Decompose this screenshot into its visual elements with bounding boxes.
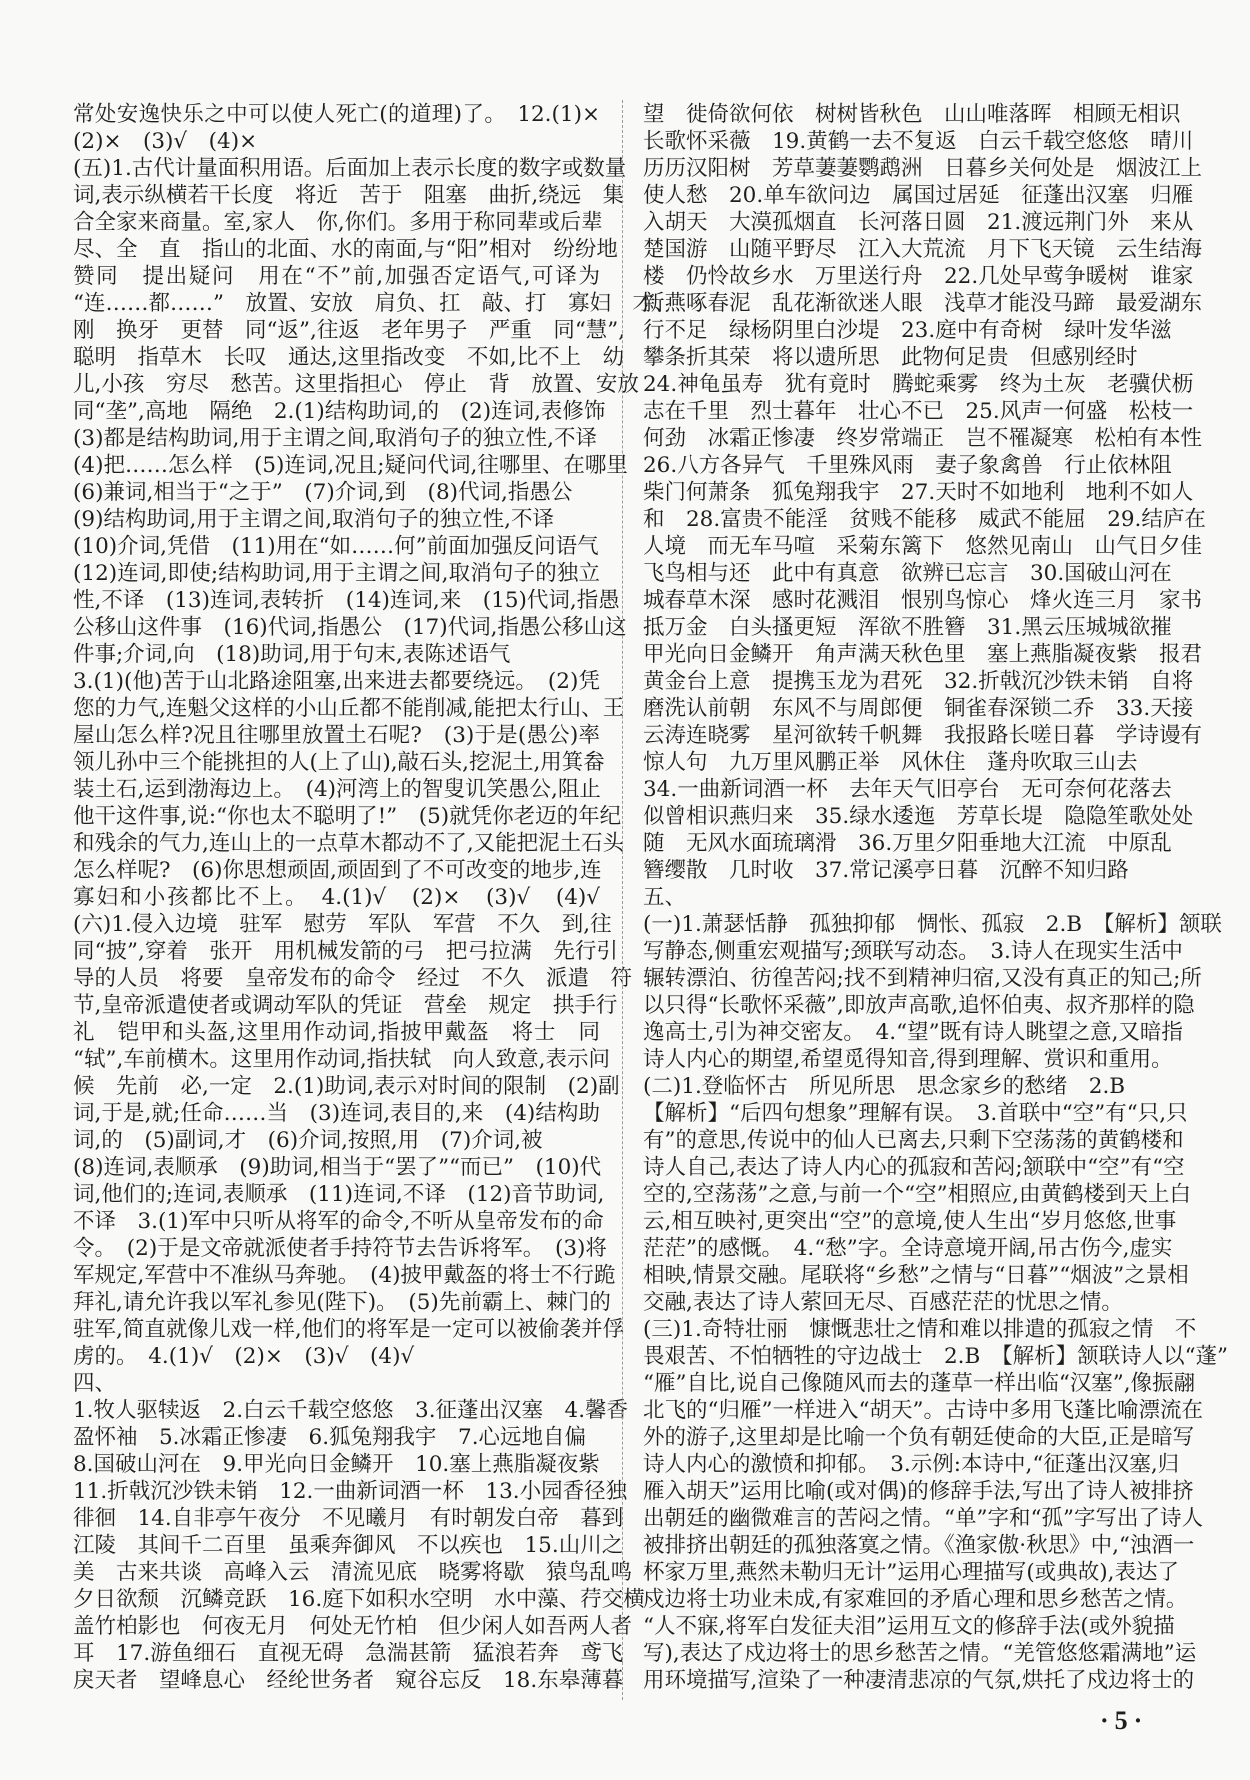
text-line: 寡妇和小孩都比不上。 4.(1)√ (2)× (3)√ (4)√ xyxy=(73,885,600,910)
text-line: 楼 仍怜故乡水 万里送行舟 22.几处早莺争暖树 谁家 xyxy=(643,264,1194,289)
text-line: 有”的意思,传说中的仙人已离去,只剩下空荡荡的黄鹤楼和 xyxy=(643,1128,1184,1153)
text-line: 交融,表达了诗人萦回无尽、百感茫茫的忧思之情。 xyxy=(643,1290,1123,1315)
text-line: 云涛连晓雾 星河欲转千帆舞 我报路长嗟日暮 学诗谩有 xyxy=(643,723,1203,748)
text-line: 茫茫”的感慨。 4.“愁”字。全诗意境开阔,吊古伤今,虚实 xyxy=(643,1236,1173,1261)
text-line: 以只得“长歌怀采薇”,即放声高歌,追怀伯夷、叔齐那样的隐 xyxy=(643,993,1195,1018)
text-line: 词,他们的;连词,表顺承 (11)连词,不译 (12)音节助词, xyxy=(73,1182,605,1207)
text-line: 耳 17.游鱼细石 直视无碍 急湍甚箭 猛浪若奔 鸢飞 xyxy=(73,1641,624,1666)
text-line: 26.八方各异气 千里殊风雨 妻子象禽兽 行止依林阻 xyxy=(643,453,1172,478)
page-number: ·5· xyxy=(1100,1706,1149,1735)
text-line: (4)把……怎么样 (5)连词,况且;疑问代词,往哪里、在哪里 xyxy=(73,453,628,478)
text-line: 盈怀袖 5.冰霜正惨凄 6.狐兔翔我宇 7.心远地自偏 xyxy=(73,1425,587,1450)
text-line: 屋山怎么样?况且往哪里放置土石呢? (3)于是(愚公)率 xyxy=(73,723,600,748)
text-line: 磨洗认前朝 东风不与周郎便 铜雀春深锁二乔 33.天接 xyxy=(643,696,1194,721)
text-line: (三)1.奇特壮丽 慷慨悲壮之情和难以排遣的孤寂之情 不 xyxy=(643,1317,1197,1342)
text-line: 杯家万里,燕然未勒归无计”运用心理描写(或典故),表达了 xyxy=(643,1560,1179,1585)
text-line: 节,皇帝派遣使者或调动军队的凭证 营垒 规定 拱手行 xyxy=(73,993,618,1018)
text-line: 攀条折其荣 将以遗所思 此物何足贵 但感别经时 xyxy=(643,345,1138,370)
text-line: 军规定,军营中不准纵马奔驰。 (4)披甲戴盔的将士不行跪 xyxy=(73,1263,616,1288)
text-line: 柴门何萧条 狐兔翔我宇 27.天时不如地利 地利不如人 xyxy=(643,480,1194,505)
text-line: (2)× (3)√ (4)× xyxy=(73,129,258,154)
text-line: 城春草木深 感时花溅泪 恨别鸟惊心 烽火连三月 家书 xyxy=(643,588,1203,613)
left-column xyxy=(73,101,676,1694)
text-line: 五、 xyxy=(643,885,687,910)
text-line: (二)1.登临怀古 所见所思 思念家乡的愁绪 2.B xyxy=(643,1074,1126,1099)
right-column xyxy=(643,101,1229,1694)
text-line: 件事;介词,向 (18)助词,用于句末,表陈述语气 xyxy=(73,642,511,667)
text-line: 拜礼,请允许我以军礼参见(陛下)。 (5)先前霸上、棘门的 xyxy=(73,1290,611,1315)
text-line: 尽、全 直 指山的北面、水的南面,与“阳”相对 纷纷地 xyxy=(73,237,618,262)
text-line: 和 28.富贵不能淫 贫贱不能移 威武不能屈 29.结庐在 xyxy=(643,507,1206,532)
text-line: “人不寐,将军白发征夫泪”运用互文的修辞手法(或外貌描 xyxy=(643,1614,1175,1639)
text-line: 导的人员 将要 皇帝发布的命令 经过 不久 派遣 符 xyxy=(73,966,633,991)
text-line: 空的,空荡荡”之意,与前一个“空”相照应,由黄鹤楼到天上白 xyxy=(643,1182,1191,1207)
text-line: 您的力气,连魁父这样的小山丘都不能削减,能把太行山、王 xyxy=(73,696,625,721)
text-line: 徘徊 14.自非亭午夜分 不见曦月 有时朝发白帝 暮到 xyxy=(73,1506,624,1531)
text-line: 常处安逸快乐之中可以使人死亡(的道理)了。 12.(1)× xyxy=(73,102,600,127)
text-line: 合全家来商量。室,家人 你,你们。多用于称同辈或后辈 xyxy=(73,210,603,235)
text-line: (五)1.古代计量面积用语。后面加上表示长度的数字或数量 xyxy=(73,156,627,181)
text-line: 江陵 其间千二百里 虽乘奔御风 不以疾也 15.山川之 xyxy=(73,1533,624,1558)
text-line: 刚 换牙 更替 同“返”,往返 老年男子 严重 同“慧”, xyxy=(73,318,626,343)
text-line: 3.(1)(他)苦于山北路途阻塞,出来进去都要绕远。 (2)凭 xyxy=(73,669,600,694)
column-divider xyxy=(622,100,623,1700)
text-line: 似曾相识燕归来 35.绿水逶迤 芳草长堤 隐隐笙歌处处 xyxy=(643,804,1194,829)
text-line: 候 先前 必,一定 2.(1)助词,表示对时间的限制 (2)副 xyxy=(73,1074,620,1099)
text-line: “雁”自比,说自己像随风而去的蓬草一样出临“汉塞”,像振翮 xyxy=(643,1371,1196,1396)
text-line: 装土石,运到渤海边上。 (4)河湾上的智叟讥笑愚公,阻止 xyxy=(73,777,601,802)
text-line: 被排挤出朝廷的孤独落寞之情。《渔家傲·秋思》中,“浊酒一 xyxy=(643,1533,1195,1558)
text-line: 长歌怀采薇 19.黄鹤一去不复返 白云千载空悠悠 晴川 xyxy=(643,129,1194,154)
text-line: 【解析】“后四句想象”理解有误。 3.首联中“空”有“只,只 xyxy=(643,1101,1188,1126)
text-line: 和残余的气力,连山上的一点草木都动不了,又能把泥土石头 xyxy=(73,831,625,856)
text-line: 诗人自己,表达了诗人内心的孤寂和苦闷;颔联中“空”有“空 xyxy=(643,1155,1185,1180)
text-line: 同“垄”,高地 隔绝 2.(1)结构助词,的 (2)连词,表修饰 xyxy=(73,399,606,424)
text-line: 惊人句 九万里风鹏正举 风休住 蓬舟吹取三山去 xyxy=(643,750,1138,775)
text-line: 志在千里 烈士暮年 壮心不已 25.风声一何盛 松枝一 xyxy=(643,399,1194,424)
text-line: 公移山这件事 (16)代词,指愚公 (17)代词,指愚公移山这 xyxy=(73,615,627,640)
text-line: 他干这件事,说:“你也太不聪明了!” (5)就凭你老迈的年纪 xyxy=(73,804,622,829)
text-line: 夕日欲颓 沉鳞竞跃 16.庭下如积水空明 水中藻、荇交横 xyxy=(73,1587,645,1612)
text-line: 不译 3.(1)军中只听从将军的命令,不听从皇帝发布的命 xyxy=(73,1209,604,1234)
text-line: 外的游子,这里却是比喻一个负有朝廷使命的大臣,正是暗写 xyxy=(643,1425,1195,1450)
text-line: 望 徙倚欲何依 树树皆秋色 山山唯落晖 相顾无相识 xyxy=(643,102,1181,127)
text-line: 逸高士,引为神交密友。 4.“望”既有诗人眺望之意,又暗指 xyxy=(643,1020,1183,1045)
text-line: (3)都是结构助词,用于主谓之间,取消句子的独立性,不译 xyxy=(73,426,597,451)
text-line: 辗转漂泊、彷徨苦闷;找不到精神归宿,又没有真正的知己;所 xyxy=(643,966,1202,991)
text-line: (六)1.侵入边境 驻军 慰劳 军队 军营 不久 到,往 xyxy=(73,912,612,937)
text-line: 词,的 (5)副词,才 (6)介词,按照,用 (7)介词,被 xyxy=(73,1128,543,1153)
text-line: 楚国游 山随平野尽 江入大荒流 月下飞天镜 云生结海 xyxy=(643,237,1203,262)
text-line: 词,表示纵横若干长度 将近 苦于 阻塞 曲折,绕远 集 xyxy=(73,183,625,208)
text-line: 甲光向日金鳞开 角声满天秋色里 塞上燕脂凝夜紫 报君 xyxy=(643,642,1203,667)
text-line: 抵万金 白头搔更短 浑欲不胜簪 31.黑云压城城欲摧 xyxy=(643,615,1172,640)
text-line: 何劲 冰霜正惨凄 终岁常端正 岂不罹凝寒 松柏有本性 xyxy=(643,426,1203,451)
text-line: 入胡天 大漠孤烟直 长河落日圆 21.渡远荆门外 来从 xyxy=(643,210,1194,235)
text-line: 飞鸟相与还 此中有真意 欲辨已忘言 30.国破山河在 xyxy=(643,561,1172,586)
text-line: (9)结构助词,用于主谓之间,取消句子的独立性,不译 xyxy=(73,507,554,532)
text-line: 虏的。 4.(1)√ (2)× (3)√ (4)√ xyxy=(73,1344,415,1369)
text-line: 行不足 绿杨阴里白沙堤 23.庭中有奇树 绿叶发华滋 xyxy=(643,318,1172,343)
text-line: 使人愁 20.单车欲问边 属国过居延 征蓬出汉塞 归雁 xyxy=(643,183,1194,208)
text-line: 11.折戟沉沙铁未销 12.一曲新词酒一杯 13.小园香径独 xyxy=(73,1479,628,1504)
text-line: 24.神龟虽寿 犹有竟时 腾蛇乘雾 终为土灰 老骥伏枥 xyxy=(643,372,1194,397)
text-line: 驻军,简直就像儿戏一样,他们的将军是一定可以被偷袭并俘 xyxy=(73,1317,625,1342)
text-line: 用环境描写,渲染了一种凄清悲凉的气氛,烘托了戍边将士的 xyxy=(643,1668,1195,1693)
text-line: 相映,情景交融。尾联将“乡愁”之情与“日暮”“烟波”之景相 xyxy=(643,1263,1189,1288)
text-line: 同“披”,穿着 张开 用机械发箭的弓 把弓拉满 先行引 xyxy=(73,939,618,964)
text-line: 儿,小孩 穷尽 愁苦。这里指担心 停止 背 放置、安放 xyxy=(73,372,639,397)
text-line: 写),表达了戍边将士的思乡愁苦之情。“羌管悠悠霜满地”运 xyxy=(643,1641,1197,1666)
text-line: 黄金台上意 提携玉龙为君死 32.折戟沉沙铁未销 自将 xyxy=(643,669,1194,694)
text-line: 美 古来共谈 高峰入云 清流见底 晓雾将歇 猿鸟乱鸣 xyxy=(73,1560,633,1585)
text-line: 戍边将士功业未成,有家难回的矛盾心理和思乡愁苦之情。 xyxy=(643,1587,1188,1612)
text-line: 怎么样呢? (6)你思想顽固,顽固到了不可改变的地步,连 xyxy=(73,858,602,883)
text-line: 词,于是,就;任命……当 (3)连词,表目的,来 (4)结构助 xyxy=(73,1101,600,1126)
text-line: (10)介词,凭借 (11)用在“如……何”前面加强反问语气 xyxy=(73,534,599,559)
text-line: 诗人内心的期望,希望觅得知音,得到理解、赏识和重用。 xyxy=(643,1047,1173,1072)
text-line: 雁入胡天”运用比喻(或对偶)的修辞手法,写出了诗人被排挤 xyxy=(643,1479,1194,1504)
text-line: (6)兼词,相当于“之于” (7)介词,到 (8)代词,指愚公 xyxy=(73,480,573,505)
text-line: (12)连词,即使;结构助词,用于主谓之间,取消句子的独立 xyxy=(73,561,600,586)
text-line: 出朝廷的幽微难言的苦闷之情。“单”字和“孤”字写出了诗人 xyxy=(643,1506,1203,1531)
text-line: 随 无风水面琉璃滑 36.万里夕阳垂地大江流 中原乱 xyxy=(643,831,1172,856)
text-line: 畏艰苦、不怕牺牲的守边战士 2.B 【解析】颔联诗人以“蓬” xyxy=(643,1344,1229,1369)
text-line: 四、 xyxy=(73,1371,117,1396)
text-line: 赞同 提出疑问 用在“不”前,加强否定语气,可译为 xyxy=(73,264,600,289)
text-line: 令。 (2)于是文帝就派使者手持符节去告诉将军。 (3)将 xyxy=(73,1236,607,1261)
text-line: “连……都……” 放置、安放 肩负、扛 敲、打 寡妇 才、 xyxy=(73,291,676,316)
text-line: 簪缨散 几时收 37.常记溪亭日暮 沉醉不知归路 xyxy=(643,858,1129,883)
text-line: (一)1.萧瑟恬静 孤独抑郁 惆怅、孤寂 2.B 【解析】颔联 xyxy=(643,912,1222,937)
text-line: 8.国破山河在 9.甲光向日金鳞开 10.塞上燕脂凝夜紫 xyxy=(73,1452,600,1477)
text-line: 云,相互映衬,更突出“空”的意境,使人生出“岁月悠悠,世事 xyxy=(643,1209,1177,1234)
page-number-value: 5 xyxy=(1114,1706,1134,1735)
text-line: 34.一曲新词酒一杯 去年天气旧亭台 无可奈何花落去 xyxy=(643,777,1172,802)
text-line: 礼 铠甲和头盔,这里用作动词,指披甲戴盔 将士 同 xyxy=(73,1020,600,1045)
text-line: 领儿孙中三个能挑担的人(上了山),敲石头,挖泥土,用箕畚 xyxy=(73,750,605,775)
text-line: 性,不译 (13)连词,表转折 (14)连词,来 (15)代词,指愚 xyxy=(73,588,620,613)
text-line: 诗人内心的激愤和抑郁。 3.示例:本诗中,“征蓬出汉塞,归 xyxy=(643,1452,1180,1477)
text-line: 写静态,侧重宏观描写;颈联写动态。 3.诗人在现实生活中 xyxy=(643,939,1183,964)
text-line: 历历汉阳树 芳草萋萋鹦鹉洲 日暮乡关何处是 烟波江上 xyxy=(643,156,1203,181)
text-line: 北飞的“归雁”一样进入“胡天”。古诗中多用飞蓬比喻漂流在 xyxy=(643,1398,1203,1423)
text-line: (8)连词,表顺承 (9)助词,相当于“罢了”“而已” (10)代 xyxy=(73,1155,602,1180)
text-line: “轼”,车前横木。这里用作动词,指扶轼 向人致意,表示问 xyxy=(73,1047,610,1072)
text-line: 新燕啄春泥 乱花渐欲迷人眼 浅草才能没马蹄 最爱湖东 xyxy=(643,291,1203,316)
text-line: 聪明 指草木 长叹 通达,这里指改变 不如,比不上 幼 xyxy=(73,345,625,370)
text-line: 1.牧人驱犊返 2.白云千载空悠悠 3.征蓬出汉塞 4.馨香 xyxy=(73,1398,629,1423)
text-line: 戾天者 望峰息心 经纶世务者 窥谷忘反 18.东皋薄暮 xyxy=(73,1668,624,1693)
text-line: 盖竹柏影也 何夜无月 何处无竹柏 但少闲人如吾两人者 xyxy=(73,1614,633,1639)
text-line: 人境 而无车马喧 采菊东篱下 悠然见南山 山气日夕佳 xyxy=(643,534,1203,559)
